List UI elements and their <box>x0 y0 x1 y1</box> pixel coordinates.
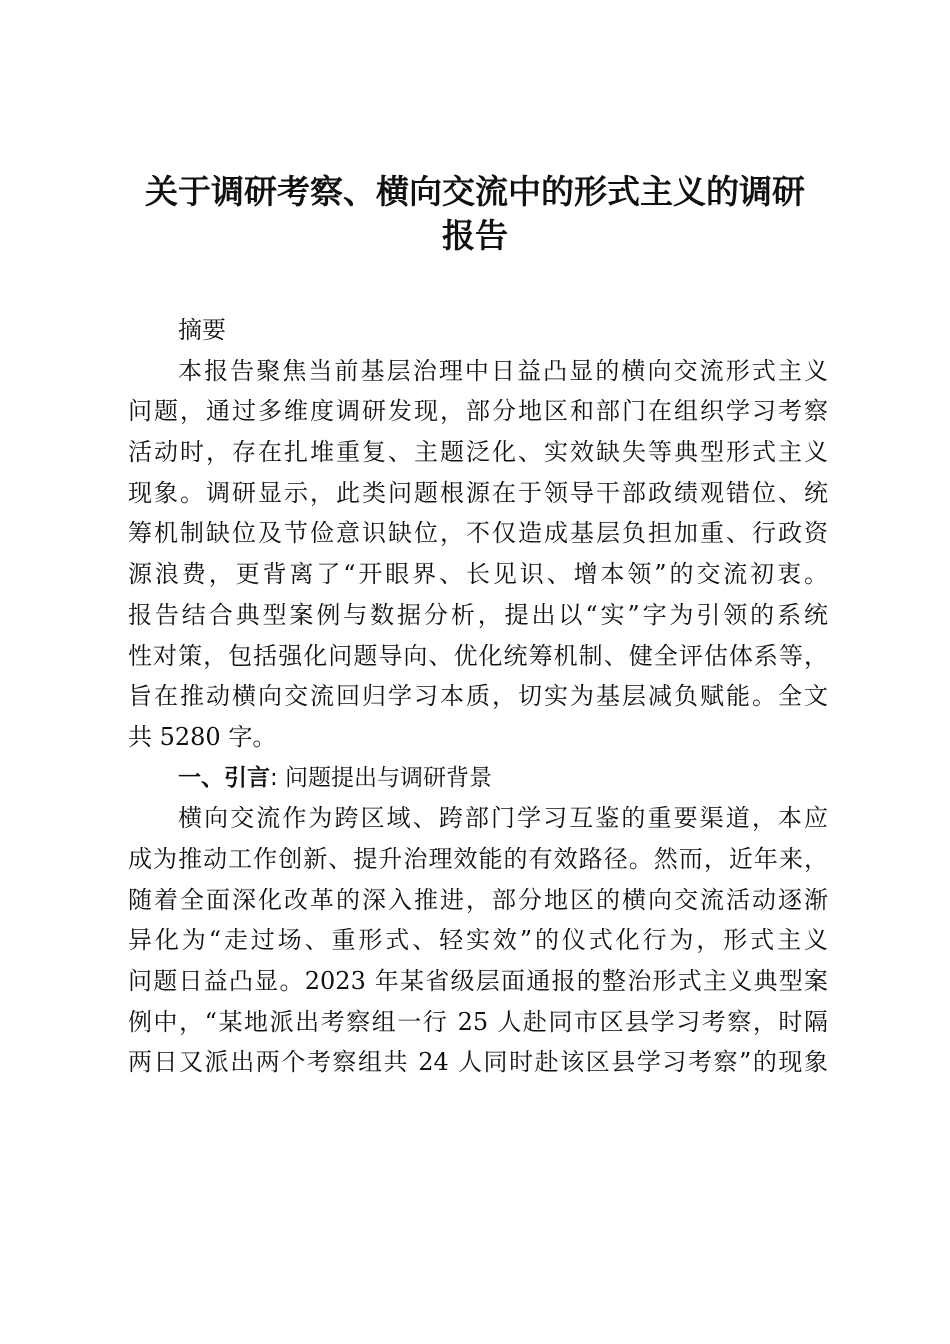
abstract-line: 筹机制缺位及节俭意识缺位，不仅造成基层负担加重、行政资 <box>128 519 828 548</box>
document-body <box>128 310 828 1083</box>
section-line: 例中，“某地派出考察组一行 25 人赴同市区县学习考察，时隔 <box>128 1007 828 1036</box>
section-heading-rest: : 问题提出与调研背景 <box>270 764 493 791</box>
abstract-line: 问题，通过多维度调研发现，部分地区和部门在组织学习考察 <box>128 397 828 426</box>
section-line: 横向交流作为跨区域、跨部门学习互鉴的重要渠道，本应 <box>178 804 828 833</box>
section-heading-prefix: 一、引言 <box>178 764 270 791</box>
title-line: 关于调研考察、横向交流中的形式主义的调研 <box>145 172 805 211</box>
title-line: 报告 <box>442 216 508 255</box>
abstract-line: 活动时，存在扎堆重复、主题泛化、实效缺失等典型形式主义 <box>128 438 828 467</box>
abstract-line: 报告结合典型案例与数据分析，提出以“实”字为引领的系统 <box>128 600 828 629</box>
section-line: 成为推动工作创新、提升治理效能的有效路径。然而，近年来， <box>128 844 828 873</box>
abstract-line: 源浪费，更背离了“开眼界、长见识、增本领”的交流初衷。 <box>128 560 828 589</box>
section-line: 异化为“走过场、重形式、轻实效”的仪式化行为，形式主义 <box>128 926 828 955</box>
section-line: 两日又派出两个考察组共 24 人同时赴该区县学习考察”的现象 <box>128 1048 828 1077</box>
section-line: 问题日益凸显。2023 年某省级层面通报的整治形式主义典型案 <box>128 967 828 995</box>
abstract-line: 共 5280 字。 <box>128 722 277 751</box>
abstract-line: 旨在推动横向交流回归学习本质，切实为基层减负赋能。全文 <box>128 682 828 711</box>
abstract-line: 性对策，包括强化问题导向、优化统筹机制、健全评估体系等， <box>128 641 828 670</box>
abstract-line: 现象。调研显示，此类问题根源在于领导干部政绩观错位、统 <box>128 478 828 507</box>
section-heading <box>128 758 828 799</box>
abstract-label: 摘要 <box>178 316 226 344</box>
section-line: 随着全面深化改革的深入推进，部分地区的横向交流活动逐渐 <box>128 885 828 914</box>
document-title <box>110 170 840 258</box>
abstract-line: 本报告聚焦当前基层治理中日益凸显的横向交流形式主义 <box>178 356 828 385</box>
